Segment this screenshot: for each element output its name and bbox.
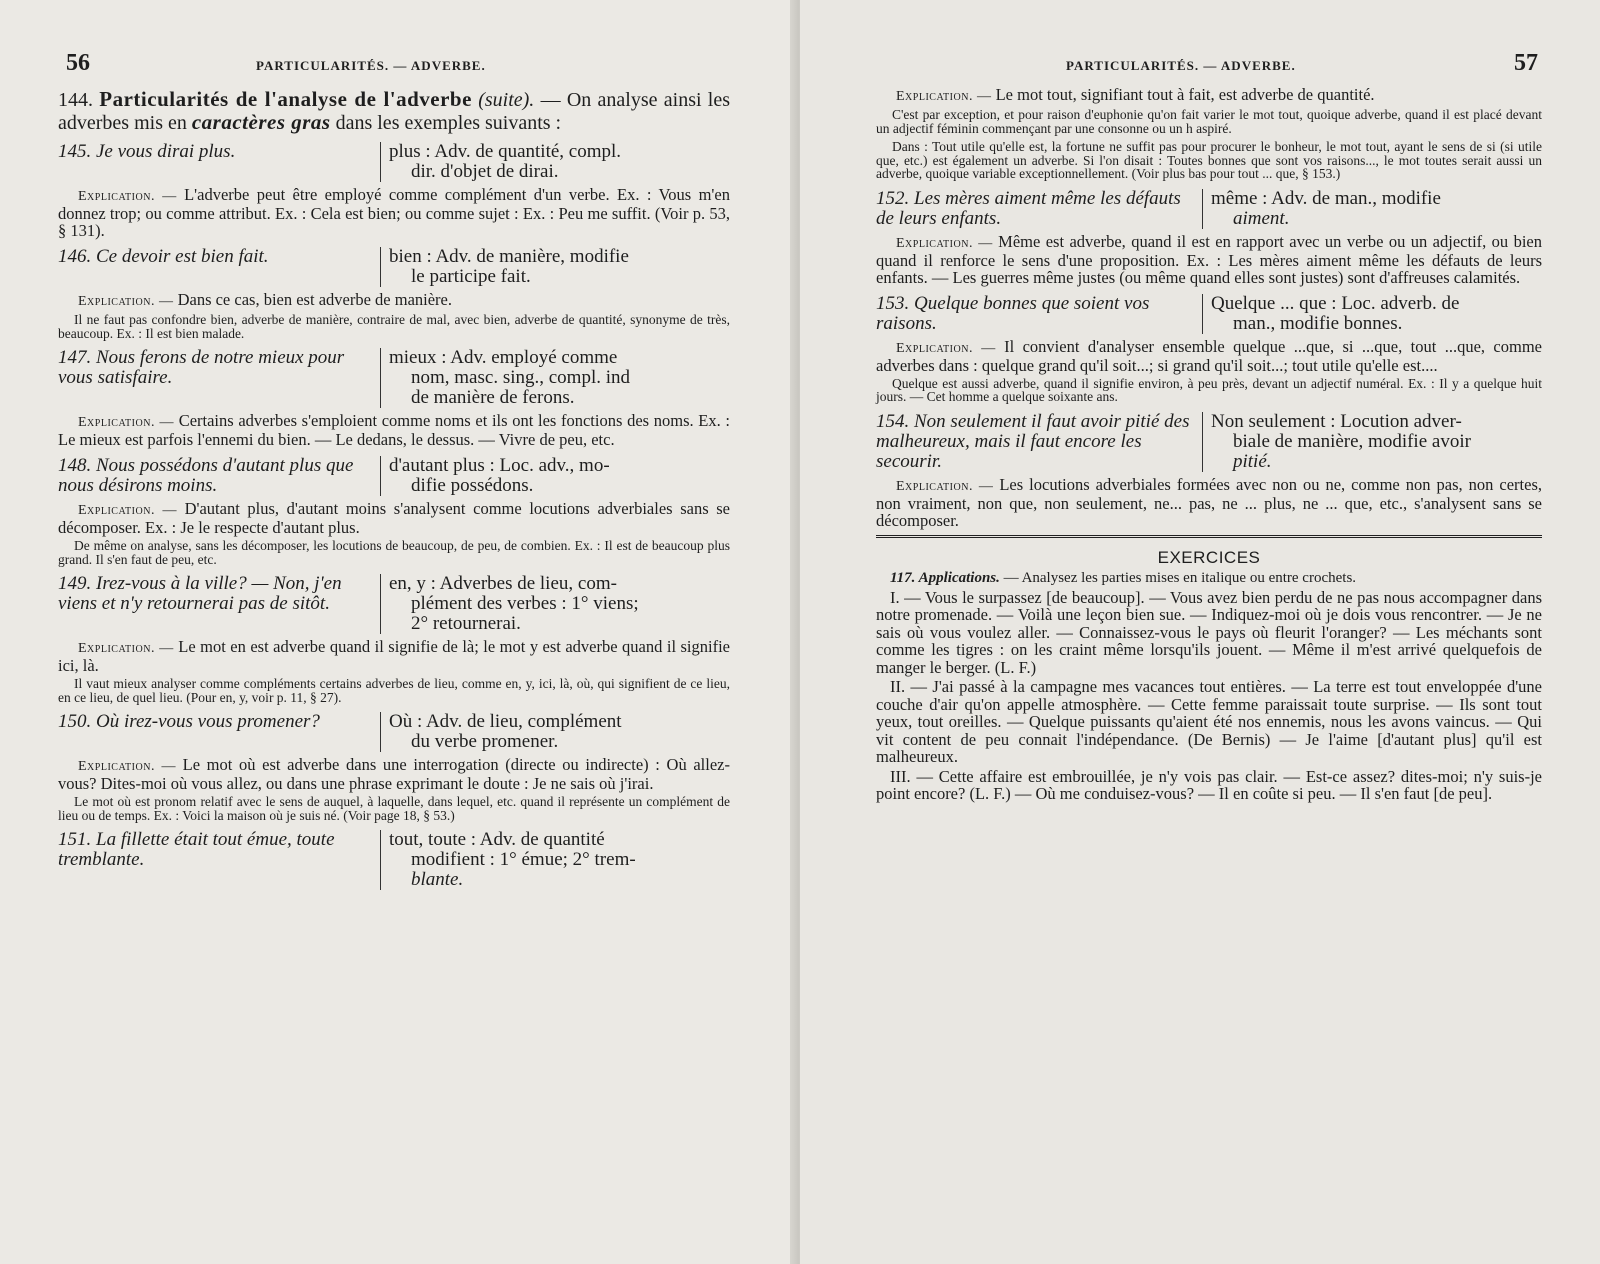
running-head-right: PARTICULARITÉS. — ADVERBE. (1066, 58, 1296, 73)
example-147 (58, 348, 730, 408)
analysis: d'autant plus : Loc. adv., mo- difie possédons. (380, 456, 730, 496)
analysis: en, y : Adverbes de lieu, com- plément des verbes : 1° viens; 2° retournerai. (380, 574, 730, 634)
example-sentence: 153. Quelque bonnes que soient vos raisons. (876, 292, 1150, 334)
note: De même on analyse, sans les décomposer, les locutions de beaucoup, de peu, de combien. Ex. : Il est de beaucoup plus grand. Il s'en faut de peu, etc. (58, 538, 730, 567)
analysis: tout, toute : Adv. de quantité modifient : 1° émue; 2° trem- blante. (380, 830, 730, 890)
example-145 (58, 142, 730, 182)
example-146 (58, 247, 730, 287)
explication: Explication. — Le mot en est adverbe quand il signifie de là; le mot y est adverbe quand il signifie ici, là. (58, 637, 730, 675)
example-sentence: 152. Les mères aiment même les défauts de leurs enfants. (876, 187, 1181, 229)
explication: Explication. — Les locutions adverbiales formées avec non ou ne, comme non pas, non certes, non vraiment, non que, non seulement, ne... pas, ne ... plus, ne ... que, etc., s'analysent sans se décomposer. (876, 474, 1542, 530)
example-sentence: 154. Non seulement il faut avoir pitié des malheureux, mais il faut encore les secourir. (876, 410, 1190, 472)
example-sentence: 145. Je vous dirai plus. (58, 141, 236, 162)
analysis: même : Adv. de man., modifie aiment. (1202, 189, 1542, 229)
example-153 (876, 294, 1542, 334)
note: Dans : Tout utile qu'elle est, la fortune ne suffit pas pour procurer le bonheur, le mot tout, ayant le sens de si (si utile que, etc.) est également un adverbe. Si l'on disait : Toutes bonnes que sont vos raisons..., le mot toutes serait aussi un adverbe, quoique variable exceptionnellement. (Voir plus bas pour tout ... que, § 153.) (876, 139, 1542, 181)
example-sentence: 146. Ce devoir est bien fait. (58, 246, 269, 267)
example-sentence: 151. La fillette était tout émue, toute tremblante. (58, 829, 335, 870)
explication: Explication. — L'adverbe peut être employé comme complément d'un verbe. Ex. : Vous m'en donnez trop; ou comme attribut. Ex. : Cela est bien; ou comme sujet : Ex. : Peu me suffit. (Voir p. 53, § 131). (58, 185, 730, 240)
example-149 (58, 574, 730, 634)
analysis: mieux : Adv. employé comme nom, masc. sing., compl. ind de manière de ferons. (380, 348, 730, 408)
section-title-144: 144. Particularités de l'analyse de l'adverbe (suite). — On analyse ainsi les adverbes mis en caractères gras dans les exemples suivants : (58, 87, 731, 134)
analysis: Non seulement : Locution adver- biale de manière, modifie avoir pitié. (1202, 412, 1542, 472)
left-header (58, 44, 730, 84)
explication: Explication. — Certains adverbes s'emploient comme noms et ils ont les fonctions des noms. Ex. : Le mieux est parfois l'ennemi du bien. — Le dedans, le dessus. — Vivre de peu, etc. (58, 411, 731, 449)
running-head-left: PARTICULARITÉS. — ADVERBE. (256, 58, 486, 73)
exercise-paragraph-3: III. — Cette affaire est embrouillée, je n'y vois pas clair. — Est-ce assez? dites-moi; n'y suis-je point encore? (L. F.) — Où me conduisez-vous? — Il en coûte si peu. — Il s'en faut [de peu]. (876, 766, 1542, 803)
right-header (876, 44, 1542, 84)
explication: Explication. — Il convient d'analyser ensemble quelque ...que, si ...que, tout ...que, comme adverbes dans : quelque grand qu'il soit...; si grand qu'il soit...; tout utile qu'elle est.... (876, 336, 1542, 375)
divider (876, 535, 1542, 538)
exercises-heading: EXERCICES (1157, 547, 1261, 567)
example-151 (58, 830, 730, 890)
explication: Explication. — Le mot tout, signifiant tout à fait, est adverbe de quantité. (896, 85, 1375, 104)
explication: Explication. — D'autant plus, d'autant moins s'analysent comme locutions adverbiales sans se décomposer. Ex. : Je le respecte d'autant plus. (58, 499, 730, 537)
exercise-paragraph-2: II. — J'ai passé à la campagne mes vacances tout entières. — La terre est tout enveloppée d'une couche d'air qu'on appelle atmosphère. — Cette femme paraissait toute surprise. — Ils sont tout yeux, tout oreilles. — Quelque puissants qu'aient été nos ennemis, nous les avons vaincus. — Qui vit content de peu connait l'indépendance. (De Bernis) — Je l'aime [d'autant plus] qu'il est malheureux. (876, 677, 1542, 766)
example-148 (58, 456, 730, 496)
exercise-paragraph-1: I. — Vous le surpassez [de beaucoup]. — Vous avez bien perdu de ne pas nous accompagner dans notre promenade. — Voilà une leçon bien sue. — Indiquez-moi où je dois vous rencontrer. — Je ne sais où vous voulez aller. — Connaissez-vous le pays où fleurit l'oranger? — Les méchants sont comme les tigres : on les craint même lorsqu'ils jouent. — Même il m'est arrivé quelquefois de manger le berger. (L. F.) (876, 587, 1542, 677)
analysis: Quelque ... que : Loc. adverb. de man., modifie bonnes. (1202, 294, 1542, 334)
explication: Explication. — Dans ce cas, bien est adverbe de manière. (78, 290, 452, 309)
example-sentence: 149. Irez-vous à la ville? — Non, j'en viens et n'y retournerai pas de sitôt. (58, 573, 342, 614)
note: Il ne faut pas confondre bien, adverbe de manière, contraire de mal, avec bien, adverbe de quantité, synonyme de très, beaucoup. Ex. : Il est bien malade. (58, 312, 730, 341)
analysis: Où : Adv. de lieu, complément du verbe promener. (380, 712, 730, 752)
exercises-intro: 117. Applications. — Analysez les parties mises en italique ou entre crochets. (890, 569, 1357, 586)
note: Il vaut mieux analyser comme compléments certains adverbes de lieu, comme en, y, ici, là, où, qui signifient de ce lieu, en ce lieu, de quel lieu. (Pour en, y, voir p. 11, § 27). (58, 676, 730, 705)
analysis: bien : Adv. de manière, modifie le participe fait. (380, 247, 730, 287)
note: Le mot où est pronom relatif avec le sens de auquel, à laquelle, dans lequel, etc. quand il représente un complément de lieu ou de temps. Ex. : Voici la maison où je suis né. (Voir page 18, § 53.) (58, 794, 730, 823)
note: C'est par exception, et pour raison d'euphonie qu'on fait varier le mot tout, quoique adverbe, quand il est placé devant un adjectif féminin commençant par une consonne ou un h aspiré. (876, 107, 1542, 136)
analysis: plus : Adv. de quantité, compl. dir. d'objet de dirai. (380, 142, 730, 182)
example-154 (876, 412, 1542, 472)
example-sentence: 150. Où irez-vous vous promener? (58, 711, 320, 732)
example-150 (58, 712, 730, 752)
page-number-left: 56 (66, 50, 90, 76)
note: Quelque est aussi adverbe, quand il signifie environ, à peu près, devant un adjectif numéral. Ex. : Il y a quelque huit jours. — Cet homme a quelque soixante ans. (876, 375, 1542, 404)
example-152 (876, 189, 1542, 229)
right-page (800, 0, 1600, 1264)
example-sentence: 147. Nous ferons de notre mieux pour vous satisfaire. (58, 347, 345, 388)
explication: Explication. — Même est adverbe, quand il est en rapport avec un verbe ou un adjectif, ou bien quand il renforce le sens d'une proposition. Ex. : Les mères aiment même les défauts de leurs enfants. — Les guerres même justes (ou même quand elles sont justes) sont d'affreuses calamités. (876, 231, 1543, 287)
example-sentence: 148. Nous possédons d'autant plus que nous désirons moins. (58, 455, 354, 496)
explication: Explication. — Le mot où est adverbe dans une interrogation (directe ou indirecte) : Où allez-vous? Dites-moi où vous allez, ou dans une phrase exprimant le doute : Je ne sais où j'irai. (58, 755, 730, 793)
page-number-right: 57 (1514, 50, 1538, 76)
